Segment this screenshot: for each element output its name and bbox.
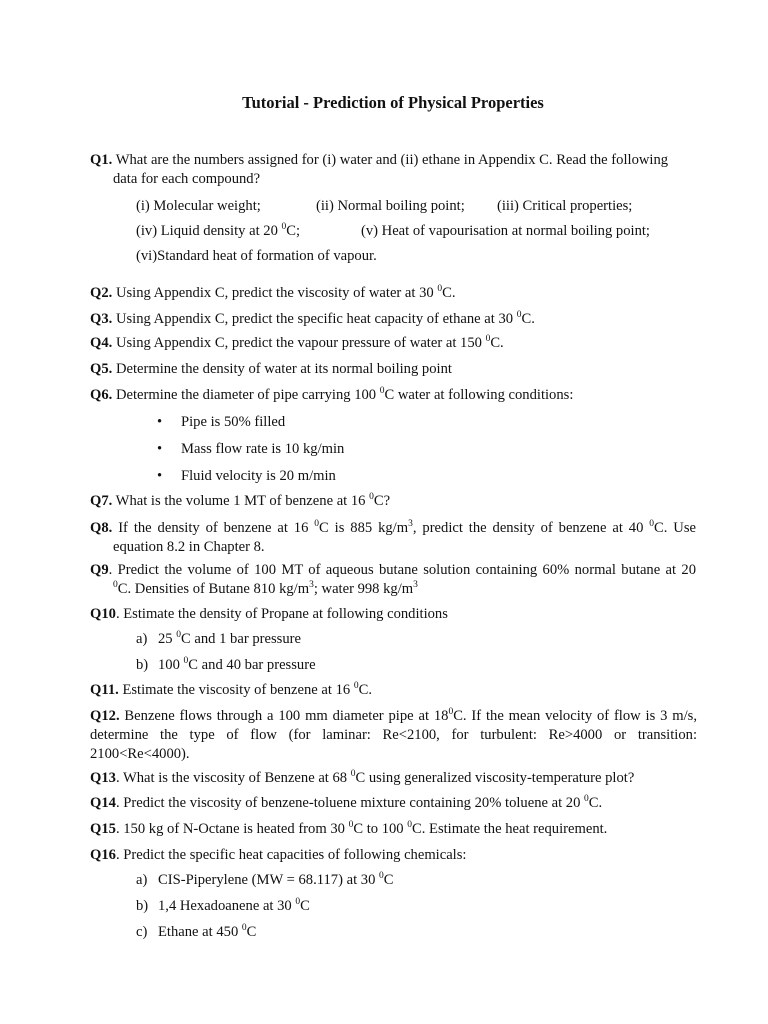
question-line bbox=[90, 519, 696, 538]
question-label: Q9 bbox=[90, 562, 109, 578]
question-text: C. bbox=[490, 335, 504, 351]
question-text: . Predict the viscosity of benzene-toluene mixture containing 20% toluene at 20 bbox=[115, 795, 585, 811]
question-text: C. bbox=[442, 285, 456, 301]
question-text: Determine the diameter of pipe carrying 100 bbox=[112, 387, 380, 403]
superscript: 0 bbox=[437, 284, 443, 294]
question-text: Using Appendix C, predict the vapour pressure of water at 150 bbox=[112, 335, 486, 351]
q1-option-i: (i) Molecular weight; bbox=[136, 198, 261, 214]
item-text: C bbox=[300, 898, 310, 914]
question-text: . Estimate the density of Propane at following conditions bbox=[115, 606, 448, 622]
question-3 bbox=[90, 310, 696, 329]
superscript: 0 bbox=[353, 681, 359, 691]
superscript: 0 bbox=[649, 519, 655, 529]
superscript: 0 bbox=[241, 923, 247, 933]
item-text: Ethane at 450 bbox=[158, 924, 242, 940]
list-item bbox=[136, 630, 301, 649]
q1-option-iii: (iii) Critical properties; bbox=[497, 198, 633, 214]
superscript: 0 bbox=[584, 794, 589, 804]
superscript: 0 bbox=[407, 820, 412, 830]
question-line bbox=[90, 561, 696, 580]
question-text: C. If the mean velocity of flow is 3 m/s, determine the type of flow (for laminar: Re<2100, for turbulent: Re>4000 or transition: 2100<Re<4000). bbox=[90, 708, 697, 762]
question-text: . Predict the specific heat capacities of following chemicals: bbox=[115, 847, 467, 863]
question-label: Q3. bbox=[90, 311, 113, 327]
question-text-continued bbox=[90, 580, 696, 599]
superscript: 0 bbox=[379, 386, 385, 396]
item-marker: c) bbox=[136, 924, 148, 940]
question-text: If the density of benzene at 16 bbox=[112, 520, 315, 536]
superscript: 0 bbox=[448, 707, 454, 717]
list-item bbox=[136, 923, 256, 942]
q1-option-ii: (ii) Normal boiling point; bbox=[316, 198, 465, 214]
question-text: Determine the density of water at its normal boiling point bbox=[112, 361, 452, 377]
question-label: Q1. bbox=[90, 152, 113, 168]
page-title: Tutorial - Prediction of Physical Properties bbox=[242, 93, 544, 112]
question-label: Q16 bbox=[90, 847, 116, 863]
question-14 bbox=[90, 794, 696, 813]
item-marker: b) bbox=[136, 898, 149, 914]
question-label: Q7. bbox=[90, 493, 113, 509]
q1-option-vi: (vi)Standard heat of formation of vapour. bbox=[136, 248, 377, 264]
question-text: C to 100 bbox=[353, 821, 408, 837]
question-11 bbox=[90, 681, 696, 700]
question-text: . What is the viscosity of Benzene at 68 bbox=[115, 770, 351, 786]
question-label: Q4. bbox=[90, 335, 113, 351]
question-2 bbox=[90, 284, 696, 303]
superscript: 0 bbox=[485, 334, 491, 344]
question-text: C? bbox=[373, 493, 391, 509]
question-16 bbox=[90, 846, 696, 865]
item-marker: a) bbox=[136, 631, 148, 647]
option-text: C; bbox=[286, 223, 301, 239]
item-text: C and 1 bar pressure bbox=[181, 631, 301, 647]
superscript: 0 bbox=[314, 519, 320, 529]
question-label: Q2. bbox=[90, 285, 113, 301]
question-12 bbox=[90, 707, 697, 764]
superscript: 3 bbox=[309, 580, 314, 590]
superscript: 0 bbox=[348, 820, 354, 830]
question-label: Q8. bbox=[90, 520, 113, 536]
question-9 bbox=[90, 561, 696, 599]
superscript: 3 bbox=[413, 580, 418, 590]
bullet-text: Pipe is 50% filled bbox=[181, 414, 286, 430]
superscript: 0 bbox=[369, 492, 374, 502]
list-item bbox=[136, 897, 310, 916]
bullet-icon: • bbox=[157, 468, 163, 484]
question-15 bbox=[90, 820, 696, 839]
bullet-text: Mass flow rate is 10 kg/min bbox=[181, 441, 345, 457]
item-marker: a) bbox=[136, 872, 148, 888]
superscript: 0 bbox=[281, 222, 287, 232]
question-text: What is the volume 1 MT of benzene at 16 bbox=[112, 493, 370, 509]
question-6 bbox=[90, 386, 696, 405]
question-text: C. Densities of Butane 810 kg/m bbox=[117, 581, 310, 597]
question-label: Q10 bbox=[90, 606, 116, 622]
question-text: ; water 998 kg/m bbox=[313, 581, 414, 597]
question-text-continued: equation 8.2 in Chapter 8. bbox=[113, 539, 265, 555]
question-text-continued: data for each compound? bbox=[113, 171, 261, 187]
bullet-icon: • bbox=[157, 441, 163, 457]
question-8 bbox=[90, 519, 696, 557]
question-label: Q12. bbox=[90, 708, 120, 724]
question-10 bbox=[90, 605, 696, 624]
question-1 bbox=[90, 151, 696, 189]
question-text: Using Appendix C, predict the specific heat capacity of ethane at 30 bbox=[112, 311, 517, 327]
question-text: Using Appendix C, predict the viscosity of water at 30 bbox=[112, 285, 438, 301]
superscript: 0 bbox=[183, 656, 189, 666]
q1-option-iv bbox=[136, 222, 300, 241]
superscript: 0 bbox=[350, 769, 356, 779]
item-text: C bbox=[383, 872, 394, 888]
superscript: 0 bbox=[516, 310, 522, 320]
list-item bbox=[136, 871, 394, 890]
question-text: C. bbox=[358, 682, 372, 698]
question-text: C is 885 kg/m bbox=[319, 520, 409, 536]
superscript: 0 bbox=[113, 580, 118, 590]
list-item bbox=[136, 656, 316, 675]
question-13 bbox=[90, 769, 730, 788]
question-text: . 150 kg of N-Octane is heated from 30 bbox=[115, 821, 349, 837]
question-text: Benzene flows through a 100 mm diameter pipe at 18 bbox=[119, 708, 449, 724]
question-label: Q15 bbox=[90, 821, 116, 837]
question-5 bbox=[90, 360, 696, 379]
item-text: C bbox=[246, 924, 257, 940]
question-4 bbox=[90, 334, 696, 353]
superscript: 0 bbox=[295, 897, 301, 907]
item-marker: b) bbox=[136, 657, 149, 673]
question-text: C. bbox=[588, 795, 603, 811]
bullet-icon: • bbox=[157, 414, 163, 430]
question-label: Q6. bbox=[90, 387, 113, 403]
item-text: C and 40 bar pressure bbox=[188, 657, 316, 673]
item-text: 1,4 Hexadoanene at 30 bbox=[158, 898, 296, 914]
item-text: 100 bbox=[158, 657, 184, 673]
bullet-text: Fluid velocity is 20 m/min bbox=[181, 468, 336, 484]
superscript: 0 bbox=[176, 630, 181, 640]
question-label: Q5. bbox=[90, 361, 113, 377]
item-text: 25 bbox=[158, 631, 177, 647]
question-text: C. Use bbox=[654, 520, 696, 536]
question-text: C using generalized viscosity-temperature plot? bbox=[355, 770, 635, 786]
question-label: Q14 bbox=[90, 795, 116, 811]
option-text: (iv) Liquid density at 20 bbox=[136, 223, 282, 239]
question-text: C. Estimate the heat requirement. bbox=[412, 821, 608, 837]
superscript: 3 bbox=[408, 519, 413, 529]
question-7 bbox=[90, 492, 696, 511]
question-text: What are the numbers assigned for (i) water and (ii) ethane in Appendix C. Read the following bbox=[115, 152, 669, 168]
question-label: Q11. bbox=[90, 682, 119, 698]
question-text: C water at following conditions: bbox=[384, 387, 574, 403]
item-text: CIS-Piperylene (MW = 68.117) at 30 bbox=[158, 872, 380, 888]
question-text: C. bbox=[521, 311, 535, 327]
q1-option-v: (v) Heat of vapourisation at normal boiling point; bbox=[361, 223, 650, 239]
question-label: Q13 bbox=[90, 770, 116, 786]
superscript: 0 bbox=[379, 871, 384, 881]
question-text: , predict the density of benzene at 40 bbox=[412, 520, 650, 536]
question-text: Estimate the viscosity of benzene at 16 bbox=[118, 682, 354, 698]
question-text: . Predict the volume of 100 MT of aqueous butane solution containing 60% normal butane at 20 bbox=[108, 562, 696, 578]
